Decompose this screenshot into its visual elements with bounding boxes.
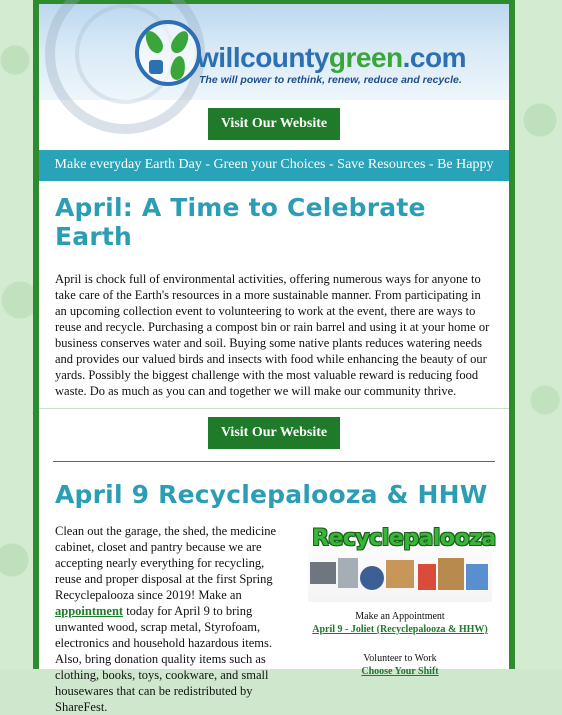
visit-website-button[interactable]: Visit Our Website [208, 108, 340, 140]
appointment-date-link[interactable]: April 9 - Joliet (Recyclepalooza & HHW) [312, 624, 488, 635]
box-icon [386, 560, 414, 588]
leaf-icon [168, 28, 192, 56]
computer-icon [338, 558, 358, 588]
body-text: today for April 9 to bring unwanted wood, scrap metal, Styrofoam, electronics and household hazardous items. Also, bring donation quality items such as clothing, books, toys, cookware, and small housewares that can be redistributed by ShareFest. [55, 604, 272, 714]
bottle-icon [466, 564, 488, 590]
volunteer-label: Volunteer to Work [363, 653, 437, 664]
body-text: Clean out the garage, the shed, the medicine cabinet, closet and pantry because we are accepting nearly everything for recycling, reuse and proper disposal at the first Spring Recyclepalooza since 2019! Make an [55, 524, 277, 602]
recyclepalooza-body [55, 523, 289, 715]
recyclepalooza-logo-title: Recyclepalooza [312, 526, 496, 551]
volunteer-block [305, 652, 495, 678]
middle-button-row [39, 409, 509, 449]
visit-website-button[interactable]: Visit Our Website [208, 417, 340, 449]
section-title-recyclepalooza: April 9 Recyclepalooza & HHW [55, 480, 488, 509]
logo-tagline: The will power to rethink, renew, reduce and recycle. [199, 74, 462, 86]
willcountygreen-logo-icon [135, 20, 201, 86]
appointment-link[interactable]: appointment [55, 604, 124, 618]
leaf-icon [142, 28, 166, 56]
recyclepalooza-image[interactable] [308, 524, 496, 602]
logo-com: .com [402, 42, 467, 73]
tv-icon [310, 562, 336, 584]
appointment-label: Make an Appointment [355, 611, 445, 622]
furniture-icon [438, 558, 464, 590]
choose-shift-link[interactable]: Choose Your Shift [361, 666, 439, 677]
email-body [39, 4, 509, 714]
leaf-icon [169, 55, 187, 81]
appointment-block [305, 610, 495, 636]
section-title-april: April: A Time to Celebrate Earth [55, 193, 426, 251]
email-frame [33, 0, 515, 714]
logo-county: county [240, 42, 329, 73]
recyclepalooza-sidebar [305, 524, 495, 678]
tire-icon [360, 566, 384, 590]
logo-will: will [197, 42, 241, 73]
building-icon [149, 60, 163, 74]
site-logo-text [197, 42, 466, 74]
header-banner [39, 4, 509, 100]
earth-day-banner: Make everyday Earth Day - Green your Choices - Save Resources - Be Happy [39, 150, 509, 181]
recyclable-items-illustration [308, 556, 492, 602]
paint-can-icon [418, 564, 436, 590]
section-body-april: April is chock full of environmental activities, offering numerous ways for anyone to take care of the Earth's resources in a more sustainable manner. From participating in an upcoming collection event to volunteering to work at the event, there are ways to reuse and recycle. Purchasing a compost bin or rain barrel and using it at your home or business conserves water and soil. Buying some native plants reduces watering needs and provides our valued birds and insects with food while enhancing the beauty of our yards. Possibly the biggest challenge with the most valuable reward is reducing food waste. Do as much as you can and together we will make our community thrive. [55, 272, 490, 398]
logo-green: green [328, 42, 403, 73]
recyclepalooza-content [39, 509, 509, 715]
